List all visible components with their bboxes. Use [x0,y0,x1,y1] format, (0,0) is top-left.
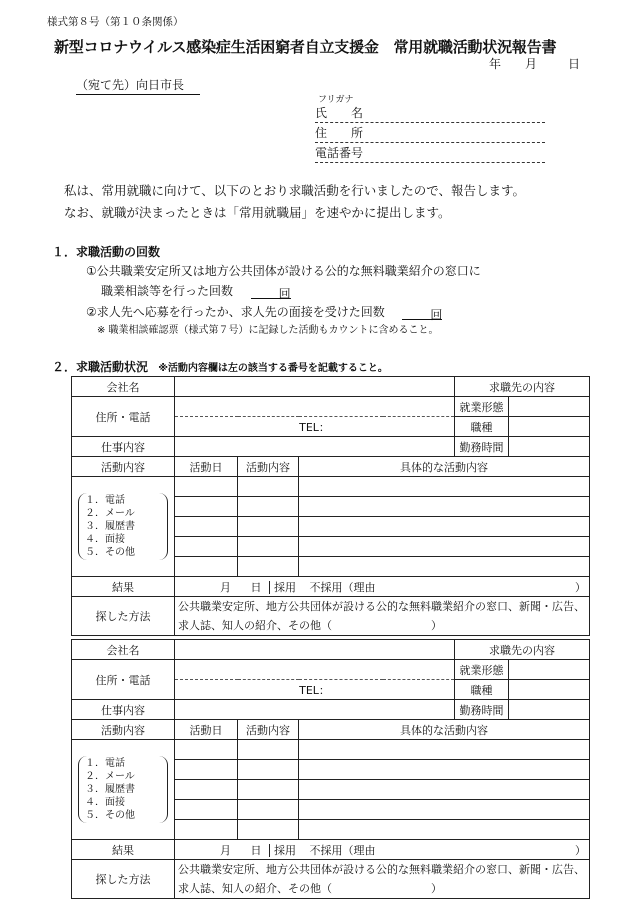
activity-content-input[interactable] [238,760,299,780]
count-unit: 回 [278,287,291,301]
occupation-label: 職種 [455,417,509,437]
section2-heading [52,358,388,375]
activity-type-item: ３．履歴書 [85,784,135,795]
specific-activity-input[interactable] [299,537,590,557]
section1-item2-text: ②求人先へ応募を行ったか、求人先の面接を受けた回数 [86,305,385,319]
work-hours-label: 勤務時間 [455,437,509,457]
search-method-label: 探した方法 [72,597,175,636]
specific-activity-input[interactable] [299,800,590,820]
job-content-header: 求職先の内容 [455,377,590,397]
activity-content-label: 活動内容 [72,720,175,740]
company-input[interactable] [175,640,455,660]
activity-type-item: １．電話 [85,758,125,769]
activity-date-input[interactable] [175,760,238,780]
employment-type-input[interactable] [509,397,590,417]
form-number: 様式第８号（第１０条関係） [47,16,184,28]
occupation-label: 職種 [455,680,509,700]
specific-activity-input[interactable] [299,740,590,760]
activity-content-input[interactable] [238,780,299,800]
activity-date-input[interactable] [175,780,238,800]
activity-content-input[interactable] [238,740,299,760]
activity-date-input[interactable] [175,820,238,840]
phone-field[interactable] [315,144,545,163]
tel-label: TEL： [299,683,330,697]
activity-types-legend [72,477,175,577]
work-content-input[interactable] [175,700,455,720]
company-address-input[interactable] [175,660,455,680]
activity-content-input[interactable] [238,497,299,517]
name-label: 氏 名 [315,106,364,120]
activity-type-item: ３．履歴書 [85,521,135,532]
activity-date-input[interactable] [175,497,238,517]
result-not-hired: 不採用（理由 [309,580,376,594]
specific-activity-input[interactable] [299,557,590,577]
activity-date-header: 活動日 [175,720,238,740]
intro-line-1: 私は、常用就職に向けて、以下のとおり求職活動を行いましたので、報告します。 [64,183,526,198]
activity-date-input[interactable] [175,557,238,577]
occupation-input[interactable] [509,417,590,437]
section1-note: ※ 職業相談確認票（様式第７号）に記録した活動もカウントに含めること。 [97,325,439,336]
activity-types-legend [72,740,175,840]
address-field[interactable] [315,124,545,143]
activity-date-header: 活動日 [175,457,238,477]
activity-type-item: ５．その他 [85,547,135,558]
section2-heading-text: ２．求職活動状況 [52,360,149,374]
occupation-input[interactable] [509,680,590,700]
date-month-label: 月 [525,57,538,71]
result-input[interactable] [175,840,590,860]
specific-activity-input[interactable] [299,760,590,780]
search-method-label: 探した方法 [72,860,175,899]
document-title: 新型コロナウイルス感染症生活困窮者自立支援金 常用就職活動状況報告書 [54,38,557,56]
job-content-header: 求職先の内容 [455,640,590,660]
activity-type-item: ５．その他 [85,810,135,821]
result-month: 月 [220,843,231,857]
section1-heading: １．求職活動の回数 [52,245,161,259]
result-day: 日 [250,843,262,857]
activity-content-input[interactable] [238,517,299,537]
section2-note: ※活動内容欄は左の該当する番号を記載すること。 [158,363,388,374]
tel-label: TEL： [299,420,330,434]
job-search-table-1 [71,376,590,636]
result-not-hired: 不採用（理由 [309,843,376,857]
activity-content-input[interactable] [238,477,299,497]
activity-content-header: 活動内容 [238,457,299,477]
activity-content-label: 活動内容 [72,457,175,477]
activity-type-item: ４．面接 [85,534,125,545]
activity-type-item: ２．メール [85,771,135,782]
addressee: （宛て先）向日市長 [76,76,200,95]
specific-activity-header: 具体的な活動内容 [299,457,590,477]
name-field[interactable] [315,104,545,123]
employment-type-label: 就業形態 [455,397,509,417]
address-phone-label: 住所・電話 [72,397,175,437]
work-content-input[interactable] [175,437,455,457]
result-label: 結果 [72,840,175,860]
work-hours-input[interactable] [509,437,590,457]
furigana-label: フリガナ [318,95,354,105]
company-address-input[interactable] [175,397,455,417]
activity-content-input[interactable] [238,557,299,577]
result-input[interactable] [175,577,590,597]
result-close-paren: ） [575,843,586,857]
activity-content-input[interactable] [238,800,299,820]
activity-type-item: １．電話 [85,495,125,506]
result-close-paren: ） [575,580,586,594]
activity-content-input[interactable] [238,537,299,557]
company-tel-input[interactable] [175,680,455,700]
section1-item2 [86,303,442,320]
section1-item1-text: 職業相談等を行った回数 [101,284,234,298]
activity-date-input[interactable] [175,800,238,820]
work-hours-label: 勤務時間 [455,700,509,720]
activity-date-input[interactable] [175,537,238,557]
activity-type-item: ２．メール [85,508,135,519]
section1-item1-line2 [101,282,291,299]
specific-activity-input[interactable] [299,820,590,840]
activity-content-input[interactable] [238,820,299,840]
search-method-text[interactable]: 公共職業安定所、地方公共団体が設ける公的な無料職業紹介の窓口、新聞・広告、求人誌、知人の紹介、その他（ ） [175,860,590,899]
result-hired: 採用 [269,844,296,857]
date-day-label: 日 [568,57,581,71]
search-method-text[interactable]: 公共職業安定所、地方公共団体が設ける公的な無料職業紹介の窓口、新聞・広告、求人誌、知人の紹介、その他（ ） [175,597,590,636]
work-hours-input[interactable] [509,700,590,720]
phone-label: 電話番号 [315,146,364,160]
result-month: 月 [220,580,231,594]
activity-date-input[interactable] [175,517,238,537]
company-input[interactable] [175,377,455,397]
company-label: 会社名 [72,377,175,397]
activity-type-item: ４．面接 [85,797,125,808]
specific-activity-input[interactable] [299,477,590,497]
result-hired: 採用 [269,581,296,594]
activity-content-header: 活動内容 [238,720,299,740]
specific-activity-input[interactable] [299,497,590,517]
work-content-label: 仕事内容 [72,437,175,457]
result-label: 結果 [72,577,175,597]
activity-date-input[interactable] [175,740,238,760]
address-phone-label: 住所・電話 [72,660,175,700]
specific-activity-input[interactable] [299,517,590,537]
specific-activity-input[interactable] [299,780,590,800]
consultation-count-input[interactable] [251,285,291,299]
company-tel-input[interactable] [175,417,455,437]
section1-item1-line1: ①公共職業安定所又は地方公共団体が設ける公的な無料職業紹介の窓口に [86,264,481,278]
company-label: 会社名 [72,640,175,660]
specific-activity-header: 具体的な活動内容 [299,720,590,740]
application-count-input[interactable] [402,306,442,320]
work-content-label: 仕事内容 [72,700,175,720]
result-day: 日 [250,580,262,594]
employment-type-input[interactable] [509,660,590,680]
address-label: 住 所 [315,126,364,140]
activity-date-input[interactable] [175,477,238,497]
count-unit: 回 [430,308,443,322]
employment-type-label: 就業形態 [455,660,509,680]
date-year-label: 年 [489,57,502,71]
job-search-table-2 [71,639,590,899]
intro-line-2: なお、就職が決まったときは「常用就職届」を速やかに提出します。 [64,205,451,220]
